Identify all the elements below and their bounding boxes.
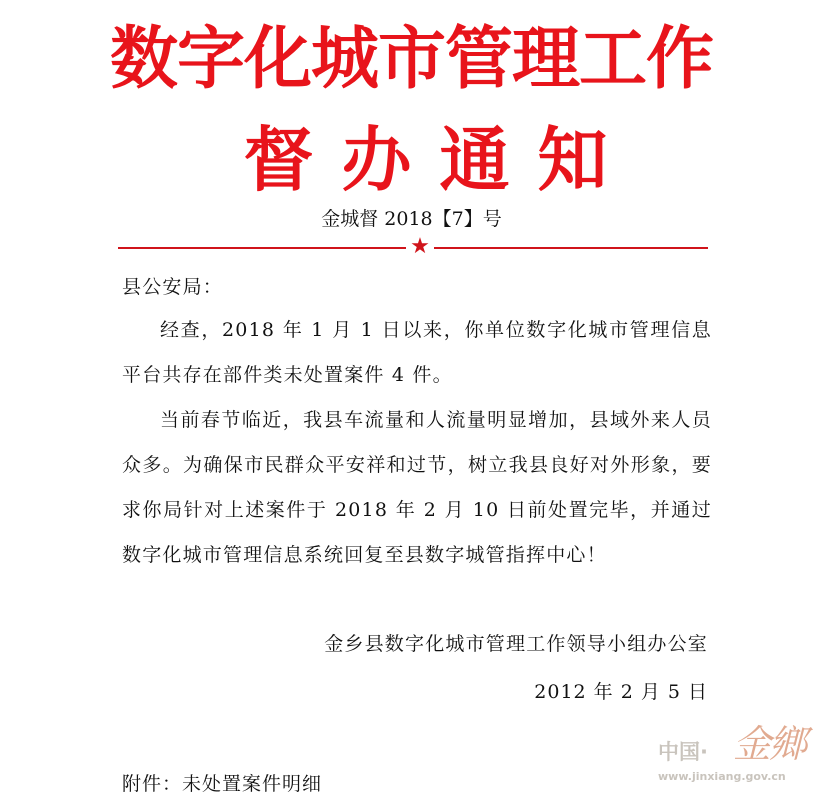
divider-line-right — [434, 247, 708, 249]
watermark-calligraphy-logo: 金鄉 — [733, 722, 806, 766]
document-number: 金城督 2018【7】号 — [321, 208, 502, 230]
issue-date: 2012 年 2 月 5 日 — [534, 681, 708, 703]
watermark-url: www.jinxiang.gov.cn — [658, 770, 786, 783]
watermark-logo-text: 中国· — [658, 740, 708, 764]
issuer-signature: 金乡县数字化城市管理工作领导小组办公室 — [324, 633, 708, 655]
body-paragraph-1: 经查，2018 年 1 月 1 日以来，你单位数字化城市管理信息平台共存在部件类未处置案件 4 件。 — [122, 319, 712, 386]
addressee: 县公安局： — [122, 276, 224, 298]
document-title-line2: 督办通知 — [243, 119, 636, 201]
star-icon: ★ — [410, 234, 430, 259]
divider-line-left — [118, 247, 406, 249]
red-divider — [118, 234, 708, 259]
document-title-line1: 数字化城市管理工作 — [109, 20, 713, 99]
body-paragraph-2: 当前春节临近，我县车流量和人流量明显增加，县域外来人员众多。为确保市民群众平安祥和过节，树立我县良好对外形象，要求你局针对上述案件于 2018 年 2 月 10 日前处置完毕，并通过数字化城市管理信息系统回复至县数字城管指挥中心！ — [122, 409, 712, 566]
attachment-note: 附件：未处置案件明细 — [122, 773, 323, 795]
